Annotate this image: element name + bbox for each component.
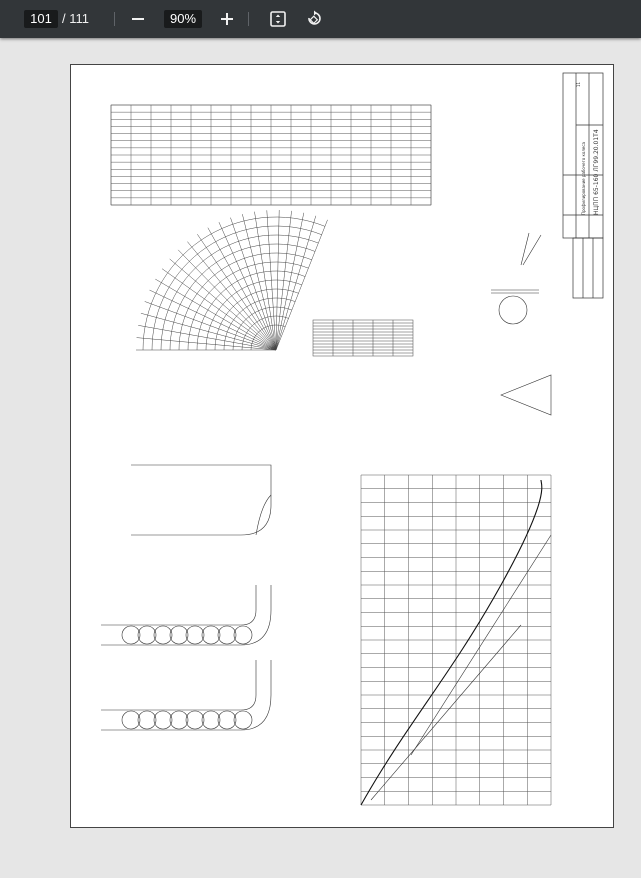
- fit-to-page-button[interactable]: [266, 8, 290, 30]
- section-circle: [218, 711, 236, 729]
- section-circle: [234, 711, 252, 729]
- rotate-icon: [305, 10, 323, 28]
- section-circle: [138, 626, 156, 644]
- section-circle: [122, 626, 140, 644]
- section-circle: [186, 711, 204, 729]
- sheet-number: 11: [576, 81, 581, 87]
- section-circle: [170, 711, 188, 729]
- meridional-sections: [101, 465, 271, 730]
- section-circle: [234, 626, 252, 644]
- sector-ray: [149, 290, 276, 350]
- sector-ray: [137, 338, 276, 350]
- page-total-label: / 111: [62, 11, 89, 26]
- section-circle: [170, 626, 188, 644]
- sector-ray: [276, 211, 292, 350]
- detail-sketches: [491, 233, 551, 415]
- fit-page-icon: [269, 10, 287, 28]
- zoom-out-button[interactable]: [126, 8, 150, 30]
- characteristic-graph: [111, 105, 431, 205]
- sector-ray: [276, 213, 304, 350]
- engineering-drawing: [71, 65, 613, 827]
- sector-ray: [276, 220, 328, 350]
- toolbar-divider: [248, 12, 249, 26]
- zoom-in-button[interactable]: [215, 8, 239, 30]
- sector-ray: [208, 228, 276, 350]
- pdf-page: [70, 64, 614, 828]
- sector-ray: [276, 216, 316, 350]
- section-circle: [218, 626, 236, 644]
- stamp-title: Профилирование рабочего колеса: [581, 142, 586, 215]
- angle-distribution-plot: [361, 475, 551, 805]
- section-circle: [138, 711, 156, 729]
- section-circle: [154, 626, 172, 644]
- coordinates-table: [313, 320, 413, 356]
- section-circle: [202, 626, 220, 644]
- rotate-button[interactable]: [302, 8, 326, 30]
- blade-plan-sector: [136, 210, 328, 350]
- pdf-toolbar: [0, 0, 641, 38]
- stamp-code: НЦПП 65-160 ЛГ99.20.01Т4: [593, 129, 600, 215]
- section-circle: [154, 711, 172, 729]
- toolbar-divider: [114, 12, 115, 26]
- section-circle: [122, 711, 140, 729]
- sector-ray: [254, 212, 276, 350]
- zoom-level-input[interactable]: 90%: [164, 10, 202, 28]
- page-number-input[interactable]: 101: [24, 10, 58, 28]
- section-circle: [202, 711, 220, 729]
- minus-icon: [131, 12, 145, 26]
- plus-icon: [220, 12, 234, 26]
- section-circle: [186, 626, 204, 644]
